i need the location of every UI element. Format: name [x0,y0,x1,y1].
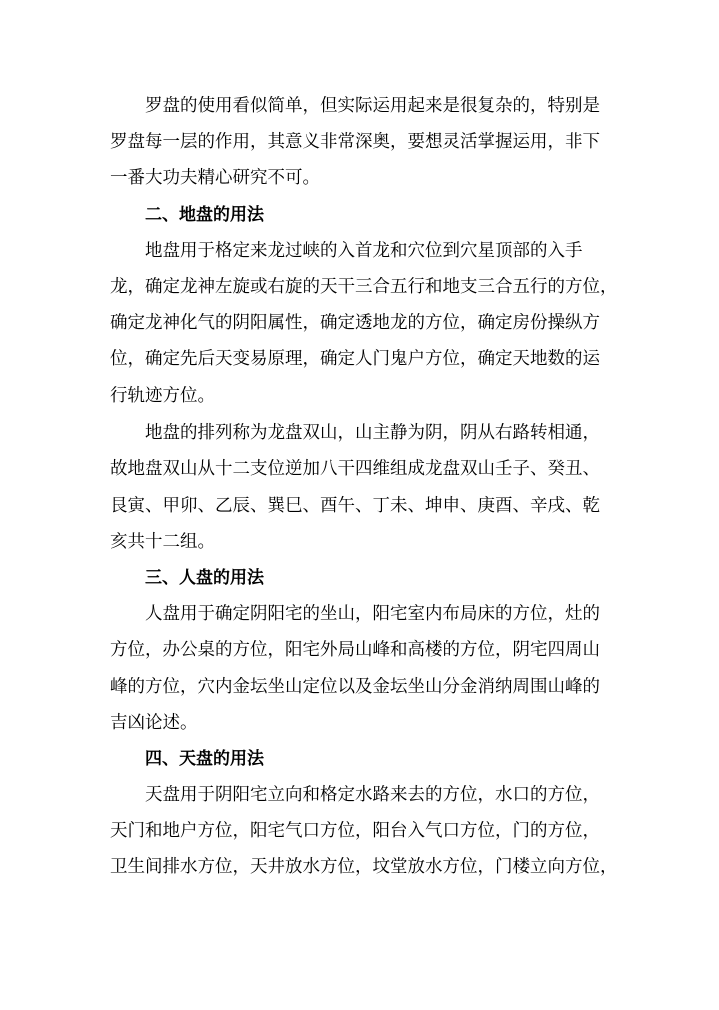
section-heading: 四、天盘的用法 [145,748,264,769]
text-line: 峰的方位，穴内金坛坐山定位以及金坛坐山分金消纳周围山峰的 [110,676,600,697]
text-line: 人盘用于确定阴阳宅的坐山，阳宅室内布局床的方位，灶的 [145,604,600,625]
paragraph [110,596,630,741]
paragraph [110,233,630,414]
text-line: 天盘用于阴阳宅立向和格定水路来去的方位，水口的方位， [145,785,600,806]
text-line: 罗盘的使用看似简单，但实际运用起来是很复杂的，特别是 [145,96,600,116]
text-line: 天门和地户方位，阳宅气口方位，阳台入气口方位，门的方位， [110,821,600,842]
text-line: 故地盘双山从十二支位逆加八干四维组成龙盘双山壬子、癸丑、 [110,459,600,480]
text-line: 方位，办公桌的方位，阳宅外局山峰和高楼的方位，阴宅四周山 [110,640,600,661]
section-heading: 三、人盘的用法 [145,567,264,588]
paragraph [110,777,630,886]
text-line: 吉凶论述。 [110,712,198,733]
text-line: 一番大功夫精心研究不可。 [110,168,320,189]
text-line: 地盘用于格定来龙过峡的入首龙和穴位到穴星顶部的入手 [145,240,583,261]
text-line: 罗盘每一层的作用，其意义非常深奥，要想灵活掌握运用，非下 [110,132,600,153]
text-line: 龙，确定龙神左旋或右旋的天干三合五行和地支三合五行的方位， [110,276,618,297]
text-line: 位，确定先后天变易原理，确定人门鬼户方位，确定天地数的运 [110,349,600,370]
section-heading: 二、地盘的用法 [145,204,264,225]
paragraph [110,415,630,560]
text-line: 艮寅、甲卯、乙辰、巽巳、酉午、丁未、坤申、庚酉、辛戌、乾 [110,495,600,516]
text-line: 行轨迹方位。 [110,385,215,406]
text-line: 亥共十二组。 [110,531,215,552]
document-body [110,88,630,886]
paragraph [110,88,630,197]
text-line: 地盘的排列称为龙盘双山，山主静为阴，阴从右路转相通， [145,423,600,444]
text-line: 确定龙神化气的阴阳属性，确定透地龙的方位，确定房份操纵方 [110,313,600,334]
text-line: 卫生间排水方位，天井放水方位，坟堂放水方位，门楼立向方位， [110,857,618,878]
